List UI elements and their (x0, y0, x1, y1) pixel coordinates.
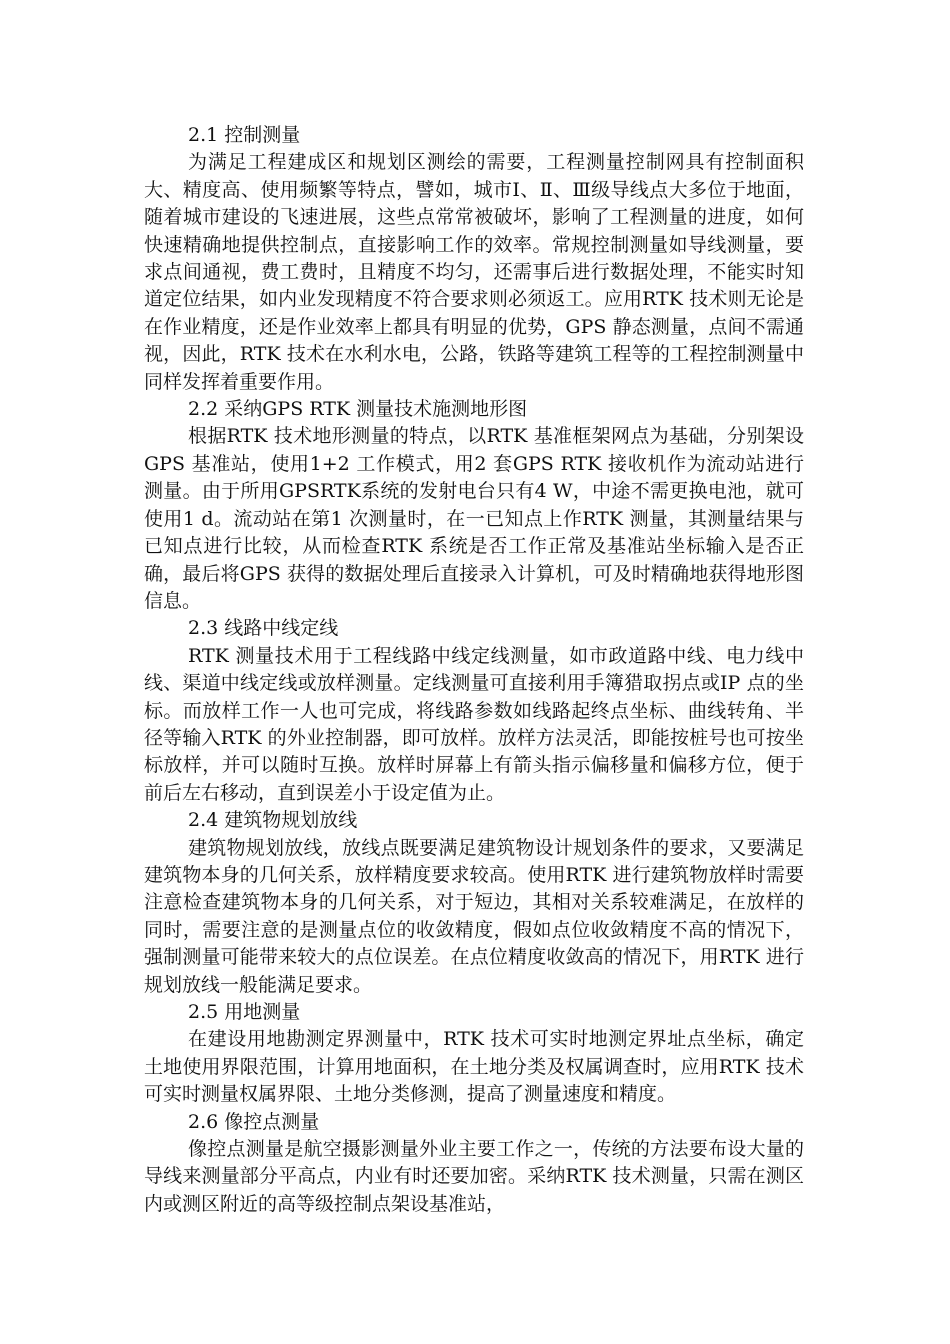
section-paragraph-2-3: RTK 测量技术用于工程线路中线定线测量，如市政道路中线、电力线中线、渠道中线定线或放样测量。定线测量可直接利用手簿猎取拐点或IP 点的坐标。而放样工作一人也可完成，将线路参数如线路起终点坐标、曲线转角、半径等输入RTK 的外业控制器，即可放样。放样方法灵活，即能按桩号也可按坐标放样，并可以随时互换。放样时屏幕上有箭头指示偏移量和偏移方位，便于前后左右移动，直到误差小于设定值为止。 (144, 644, 804, 804)
section-heading-2-3: 2.3 线路中线定线 (188, 617, 339, 640)
section-heading-2-4: 2.4 建筑物规划放线 (188, 809, 358, 832)
section-heading-2-6: 2.6 像控点测量 (188, 1110, 320, 1133)
section-paragraph-2-6: 像控点测量是航空摄影测量外业主要工作之一，传统的方法要布设大量的导线来测量部分平高点，内业有时还要加密。采纳RTK 技术测量，只需在测区内或测区附近的高等级控制点架设基准站， (144, 1138, 804, 1215)
document-body (144, 122, 804, 1218)
section-heading-2-5: 2.5 用地测量 (188, 1001, 301, 1023)
section-paragraph-2-1: 为满足工程建成区和规划区测绘的需要，工程测量控制网具有控制面积大、精度高、使用频繁等特点，譬如，城市Ⅰ、Ⅱ、Ⅲ级导线点大多位于地面，随着城市建设的飞速进展，这些点常常被破坏，影响了工程测量的进度，如何快速精确地提供控制点，直接影响工作的效率。常规控制测量如导线测量，要求点间通视，费工费时，且精度不均匀，还需事后进行数据处理，不能实时知道定位结果，如内业发现精度不符合要求则必须返工。应用RTK 技术则无论是在作业精度，还是作业效率上都具有明显的优势，GPS 静态测量，点间不需通视，因此，RTK 技术在水利水电，公路，铁路等建筑工程等的工程控制测量中同样发挥着重要作用。 (144, 151, 804, 393)
section-paragraph-2-4: 建筑物规划放线，放线点既要满足建筑物设计规划条件的要求，又要满足建筑物本身的几何关系，放样精度要求较高。使用RTK 进行建筑物放样时需要注意检查建筑物本身的几何关系，对于短边，其相对关系较难满足，在放样的同时，需要注意的是测量点位的收敛精度，假如点位收敛精度不高的情况下，强制测量可能带来较大的点位误差。在点位精度收敛高的情况下，用RTK 进行规划放线一般能满足要求。 (144, 836, 804, 996)
section-paragraph-2-5: 在建设用地勘测定界测量中，RTK 技术可实时地测定界址点坐标，确定土地使用界限范围，计算用地面积，在土地分类及权属调查时，应用RTK 技术可实时测量权属界限、土地分类修测，提高了测量速度和精度。 (144, 1028, 804, 1106)
section-heading-2-2: 2.2 采纳GPS RTK 测量技术施测地形图 (188, 398, 528, 421)
section-paragraph-2-2: 根据RTK 技术地形测量的特点，以RTK 基准框架网点为基础，分别架设GPS 基准站，使用1+2 工作模式，用2 套GPS RTK 接收机作为流动站进行测量。由于所用GPSRTK系统的发射电台只有4 W，中途不需更换电池，就可使用1 d。流动站在第1 次测量时，在一已知点上作RTK 测量，其测量结果与已知点进行比较，从而检查RTK 系统是否工作正常及基准站坐标输入是否正确，最后将GPS 获得的数据处理后直接录入计算机，可及时精确地获得地形图信息。 (144, 425, 804, 612)
section-heading-2-1: 2.1 控制测量 (188, 124, 301, 146)
